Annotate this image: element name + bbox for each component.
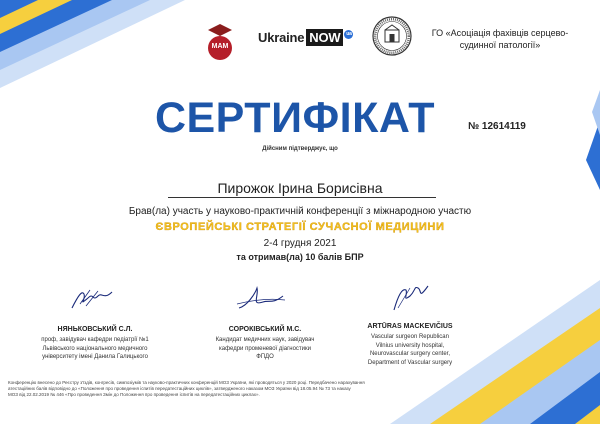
conference-dates: 2-4 грудня 2021 — [263, 238, 337, 249]
participation-text: Брав(ла) участь у науково-практичній конференції з міжнародною участю — [128, 206, 472, 217]
signature-1-icon — [68, 286, 118, 312]
signatory-3-name: ARTŪRAS MACKEVIČIUS — [367, 323, 453, 330]
certificate-title: СЕРТИФІКАТ — [154, 94, 436, 142]
points-awarded: та отримав(ла) 10 балів БПР — [236, 252, 364, 262]
mam-logo-text: МАМ — [211, 43, 229, 50]
signatory-3-title: Vascular surgeon Republican Vilnius university hospital, Neurovascular surgery center, Department of Vascular surgery — [367, 334, 453, 366]
certificate-number: № 12614119 — [468, 121, 526, 132]
signatory-2-title: Кандидат медичних наук, завідувач кафедри променевої діагностики ФПДО — [215, 337, 315, 360]
conference-name: ЄВРОПЕЙСЬКІ СТРАТЕГІЇ СУЧАСНОЇ МЕДИЦИНИ — [155, 221, 445, 233]
recipient-underline — [168, 197, 436, 198]
footnote: Конференцію внесено до Реєстру з'їздів, конгресів, симпозіумів та науково-практичних конференцій МОЗ України, які проводяться у 2020 році. Передбачено нарахування атестаційних балів відповідно до «Положення про проведення іспитів передатестаційних циклів», затвердженого наказом МОЗ України від 18.05.94 № 73 та наказу МОЗ від 22.02.2019 № 446 «Про проведення Змін до Положення про проведення іспитів на передатестаційних циклах». — [8, 380, 365, 397]
signatory-2-name: СОРОКІВСЬКИЙ М.С. — [228, 326, 302, 333]
mam-logo-icon — [205, 22, 235, 62]
signature-2-icon — [233, 284, 289, 314]
ukraine-now-now: NOW — [306, 29, 343, 46]
signatory-1-name: НЯНЬКОВСЬКИЙ С.Л. — [57, 326, 133, 333]
ukraine-now-logo — [258, 30, 353, 45]
ukraine-now-word: Ukraine — [258, 30, 305, 45]
signatory-1-title: проф, завідувач кафедри педіатрії №1 Львівського національного медичного університету імені Данила Галицького — [41, 337, 149, 360]
ukraine-now-badge: ua — [346, 31, 352, 37]
association-seal-icon — [372, 16, 412, 56]
recipient-name: Пирожок Ірина Борисівна — [217, 180, 383, 196]
confirmation-text: Дійсним підтверджує, що — [262, 146, 338, 152]
signature-3-icon — [388, 282, 434, 314]
organization-name: ГО «Асоціація фахівців серцево-судинної патології» — [431, 28, 569, 50]
